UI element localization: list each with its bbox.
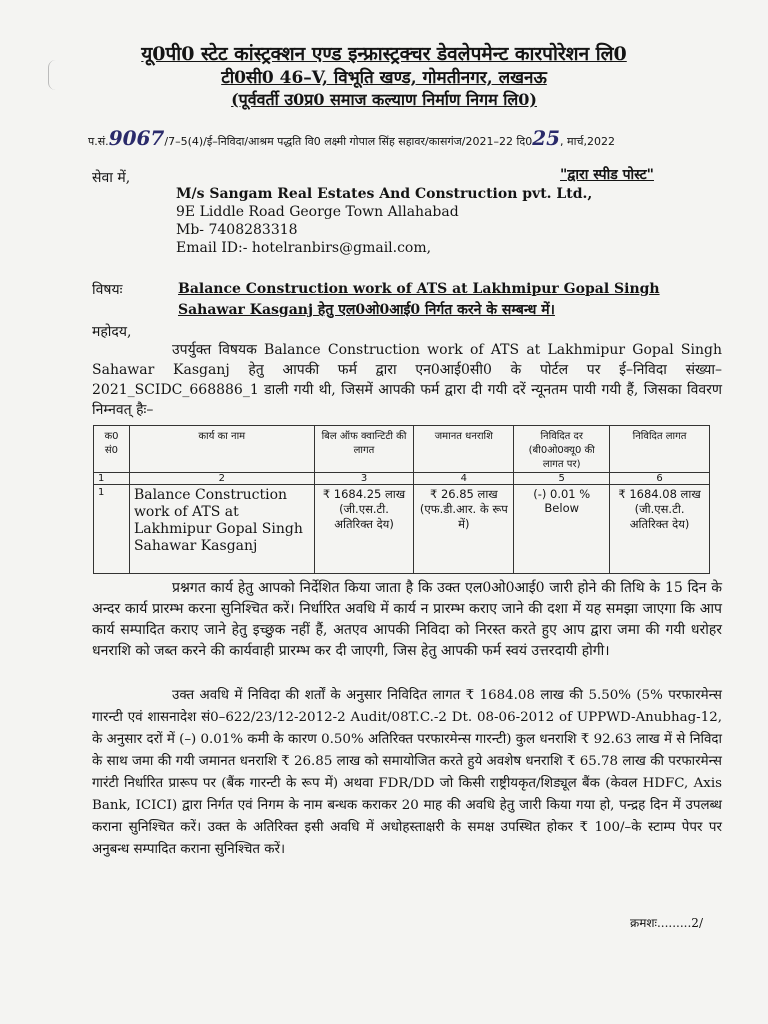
reference-line bbox=[88, 126, 728, 150]
table-column-numbers bbox=[94, 473, 710, 485]
table-header: जमानत धनराशि bbox=[414, 426, 514, 473]
paragraph-3: उक्त अवधि में निविदा की शर्तों के अनुसार निविदित लागत ₹ 1684.08 लाख की 5.50% (5% परफारमेन्स गारन्टी एवं शासनादेश सं0–622/23/12-2012-2 Audit/08T.C.-2 Dt. 08-06-2012 of UPPWD-Anubhag-12, के अनुसार दरों में (–) 0.01% कमी के कारण 0.50% अतिरिक्त परफारमेन्स गारन्टी) कुल धनराशि ₹ 92.63 लाख में से निविदा के साथ जमा की गयी जमानत धनराशि ₹ 26.85 लाख को समायोजित करते हुये अवशेष धनराशि ₹ 65.78 लाख की परफारमेन्स गारंटी निर्धारित प्रारूप पर (बैंक गारन्टी के रूप में) अथवा FDR/DD जो किसी राष्ट्रीयकृत/शिड्यूल बैंक (केवल HDFC, Axis Bank, ICICI) द्वारा निर्गत एवं निगम के नाम बन्धक कराकर 20 माह की अवधि हेतु जारी किया गया हो, पन्द्रह दिन में उपलब्ध कराना सुनिश्चित करें। उक्त के अतिरिक्त इसी अवधि में अधोहस्ताक्षरी के समक्ष उपस्थित होकर ₹ 100/–के स्टाम्प पेपर पर अनुबन्ध सम्पादित कराना सुनिश्चित करें। bbox=[92, 688, 722, 857]
salutation-to: सेवा में, bbox=[92, 170, 131, 186]
subject-label: विषयः bbox=[92, 282, 123, 298]
column-number: 2 bbox=[129, 473, 314, 485]
continued-marker: क्रमशः.........2/ bbox=[630, 916, 703, 930]
table-row bbox=[94, 485, 710, 574]
dispatch-mode: "द्वारा स्पीड पोस्ट" bbox=[560, 167, 654, 183]
cell-tendered-cost: ₹ 1684.08 लाख (जी.एस.टी. अतिरिक्त देय) bbox=[610, 485, 710, 574]
column-number: 4 bbox=[414, 473, 514, 485]
paragraph-1: उपर्युक्त विषयक Balance Construction work of ATS at Lakhmipur Gopal Singh Sahawar Kasganj हेतु आपकी फर्म द्वारा एन0आई0सी0 के पोर्टल पर ई–निविदा संख्या–2021_SCIDC_668886_1 डाली गयी थी, जिसमें आपकी फर्म द्वारा दी गयी दरें न्यूनतम पायी गयी हैं, जिसका विवरण निम्नवत् हैः– bbox=[92, 342, 722, 418]
org-former-name: (पूर्ववर्ती उ0प्र0 समाज कल्याण निर्माण निगम लि0) bbox=[231, 90, 537, 109]
cell-serial: 1 bbox=[94, 485, 130, 574]
addressee-block bbox=[176, 185, 592, 257]
table-header: कार्य का नाम bbox=[129, 426, 314, 473]
ref-number-handwritten: 9067 bbox=[108, 126, 165, 150]
paragraph-2: प्रश्नगत कार्य हेतु आपको निर्देशित किया जाता है कि उक्त एल0ओ0आई0 जारी होने की तिथि के 15 दिन के अन्दर कार्य प्रारम्भ करना सुनिश्चित करें। निर्धारित अवधि में कार्य न प्रारम्भ कराए जाने की दशा में यह समझा जाएगा कि आप कार्य सम्पादित कराए जाने हेतु इच्छुक नहीं हैं, अतएव आपकी निविदा को निरस्त करते हुए आप द्वारा जमा की गयी धरोहर धनराशि को जब्त करने की कार्यवाही प्रारम्भ कर दी जाएगी, जिस हेतु आपकी फर्म स्वयं उत्तरदायी होगी। bbox=[92, 580, 722, 659]
org-address: टी0सी0 46–V, विभूति खण्ड, गोमतीनगर, लखनऊ bbox=[221, 68, 547, 88]
table-header: क0 सं0 bbox=[94, 426, 130, 473]
org-name: यू0पी0 स्टेट कांस्ट्रक्शन एण्ड इन्फ्रास्ट्रक्चर डेवलेपमेन्ट कारपोरेशन लि0 bbox=[141, 43, 627, 65]
column-number: 3 bbox=[314, 473, 414, 485]
column-number: 5 bbox=[514, 473, 610, 485]
table-header: निविदित लागत bbox=[610, 426, 710, 473]
table-header: निविदित दर (बी0ओ0क्यू0 की लागत पर) bbox=[514, 426, 610, 473]
cell-tendered-rate: (-) 0.01 % Below bbox=[514, 485, 610, 574]
table-header: बिल ऑफ क्वान्टिटी की लागत bbox=[314, 426, 414, 473]
ref-suffix: , मार्च,2022 bbox=[560, 135, 615, 148]
cell-work-name: Balance Construction work of ATS at Lakhmipur Gopal Singh Sahawar Kasganj bbox=[129, 485, 314, 574]
column-number: 1 bbox=[94, 473, 130, 485]
addressee-address: 9E Liddle Road George Town Allahabad bbox=[176, 204, 459, 220]
tender-table bbox=[93, 425, 710, 574]
addressee-name: M/s Sangam Real Estates And Construction pvt. Ltd., bbox=[176, 186, 593, 202]
ref-day-handwritten: 25 bbox=[532, 126, 561, 150]
addressee-email: Email ID:- hotelranbirs@gmail.com, bbox=[176, 240, 432, 256]
addressee-mobile: Mb- 7408283318 bbox=[176, 222, 298, 238]
cell-security-amount: ₹ 26.85 लाख (एफ.डी.आर. के रूप में) bbox=[414, 485, 514, 574]
cell-boq-cost: ₹ 1684.25 लाख (जी.एस.टी. अतिरिक्त देय) bbox=[314, 485, 414, 574]
column-number: 6 bbox=[610, 473, 710, 485]
subject-text: Balance Construction work of ATS at Lakhmipur Gopal Singh Sahawar Kasganj हेतु एल0ओ0आई0 निर्गत करने के सम्बन्ध में। bbox=[178, 281, 660, 318]
ref-prefix: प.सं. bbox=[88, 135, 109, 148]
ref-middle: /7–5(4)/ई–निविदा/आश्रम पद्धति वि0 लक्ष्मी गोपाल सिंह सहावर/कासगंज/2021–22 दि0 bbox=[164, 135, 533, 148]
table-header-row bbox=[94, 426, 710, 473]
greeting: महोदय, bbox=[92, 324, 132, 340]
